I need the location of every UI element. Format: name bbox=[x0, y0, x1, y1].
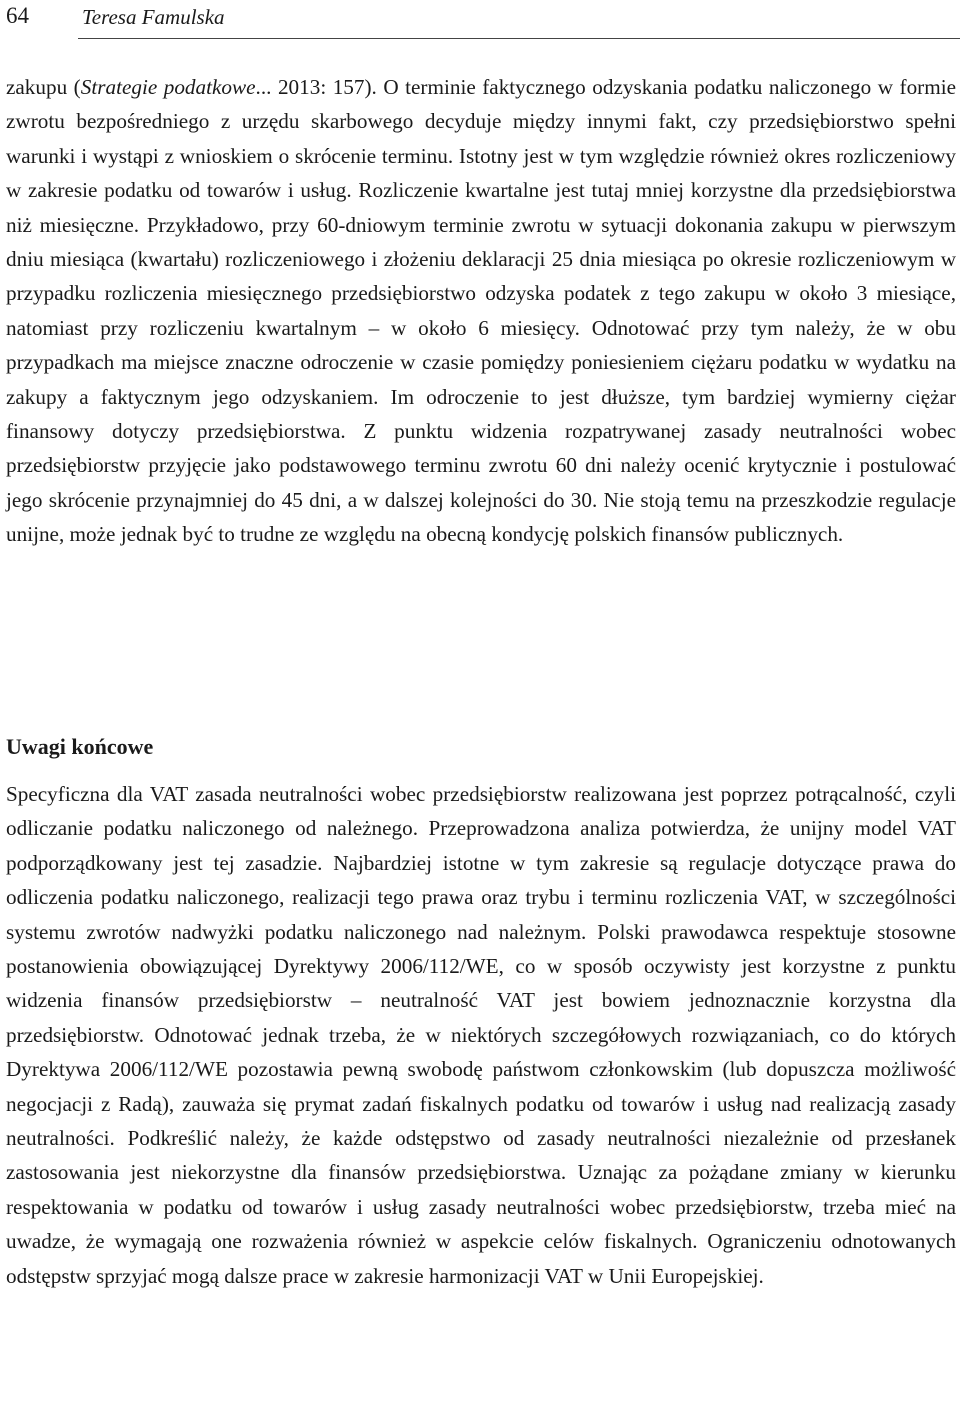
header-rule bbox=[78, 38, 960, 39]
body-paragraph-2 bbox=[6, 777, 956, 1293]
running-head-author: Teresa Famulska bbox=[82, 5, 225, 29]
paragraph-lead: zakupu ( bbox=[6, 75, 81, 99]
paragraph-body: ... 2013: 157). O terminie faktycznego odzyskania podatku naliczonego w formie zwrotu bezpośredniego z urzędu skarbowego decyduje między innymi fakt, czy przedsiębiorstwo spełni warunki i wystąpi z wnioskiem o skrócenie terminu. Istotny jest w tym względzie również okres rozliczeniowy w zakresie podatku od towarów i usług. Rozliczenie kwartalne jest tutaj mniej korzystne dla przedsiębiorstwa niż miesięczne. Przykładowo, przy 60-dniowym terminie zwrotu w sytuacji dokonania zakupu w pierwszym dniu miesiąca (kwartału) rozliczeniowego i złożeniu deklaracji 25 dnia miesiąca po okresie rozliczeniowym w przypadku rozliczenia miesięcznego przedsiębiorstwo odzyska podatek z tego zakupu w około 3 miesiące, natomiast przy rozliczeniu kwartalnym – w około 6 miesięcy. Odnotować przy tym należy, że w obu przypadkach ma miejsce znaczne odroczenie w czasie pomiędzy poniesieniem ciężaru podatku w wydatku na zakupy a faktycznym jego odzyskaniem. Im odroczenie to jest dłuższe, tym bardziej wymierny ciężar finansowy dotyczy przedsiębiorstwa. Z punktu widzenia rozpatrywanej zasady neutralności wobec przedsiębiorstw przyjęcie jako podstawowego terminu zwrotu 60 dni należy ocenić krytycznie i postulować jego skrócenie przynajmniej do 45 dni, a w dalszej kolejności do 30. Nie stoją temu na przeszkodzie regulacje unijne, może jednak być to trudne ze względu na obecną kondycję polskich finansów publicznych. bbox=[6, 75, 956, 547]
section-heading: Uwagi końcowe bbox=[6, 734, 154, 759]
paragraph-text bbox=[6, 70, 956, 552]
page-header bbox=[6, 0, 960, 40]
page-number: 64 bbox=[6, 3, 29, 28]
body-paragraph-1 bbox=[6, 70, 956, 552]
citation-title: Strategie podatkowe bbox=[80, 75, 256, 99]
paragraph-text: Specyficzna dla VAT zasada neutralności wobec przedsiębiorstw realizowana jest poprzez potrącalność, czyli odliczanie podatku naliczonego od należnego. Przeprowadzona analiza potwierdza, że unijny model VAT podporządkowany jest tej zasadzie. Najbardziej istotne w tym zakresie są regulacje dotyczące prawa do odliczenia podatku naliczonego, realizacji tego prawa oraz trybu i terminu rozliczenia VAT, w szczególności systemu zwrotów nadwyżki podatku naliczonego nad należnym. Polski prawodawca respektuje stosowne postanowienia obowiązującej Dyrektywy 2006/112/WE, co w sposób oczywisty jest korzystne z punktu widzenia finansów przedsiębiorstw – neutralność VAT jest bowiem jednoznacznie korzystna dla przedsiębiorstw. Odnotować jednak trzeba, że w niektórych szczegółowych rozwiązaniach, co do których Dyrektywa 2006/112/WE pozostawia pewną swobodę państwom członkowskim (lub dopuszcza możliwość negocjacji z Radą), zauważa się prymat zadań fiskalnych podatku od towarów i usług nad realizacją zasady neutralności. Podkreślić należy, że każde odstępstwo od zasady neutralności niezależnie od przesłanek zastosowania jest niekorzystne dla finansów przedsiębiorstwa. Uznając za pożądane zmiany w kierunku respektowania w podatku od towarów i usług zasady neutralności wobec przedsiębiorstw, trzeba mieć na uwadze, że wymagają one rozważenia również w aspekcie celów fiskalnych. Ograniczeniu odnotowanych odstępstw sprzyjać mogą dalsze prace w zakresie harmonizacji VAT w Unii Europejskiej. bbox=[6, 782, 956, 1288]
